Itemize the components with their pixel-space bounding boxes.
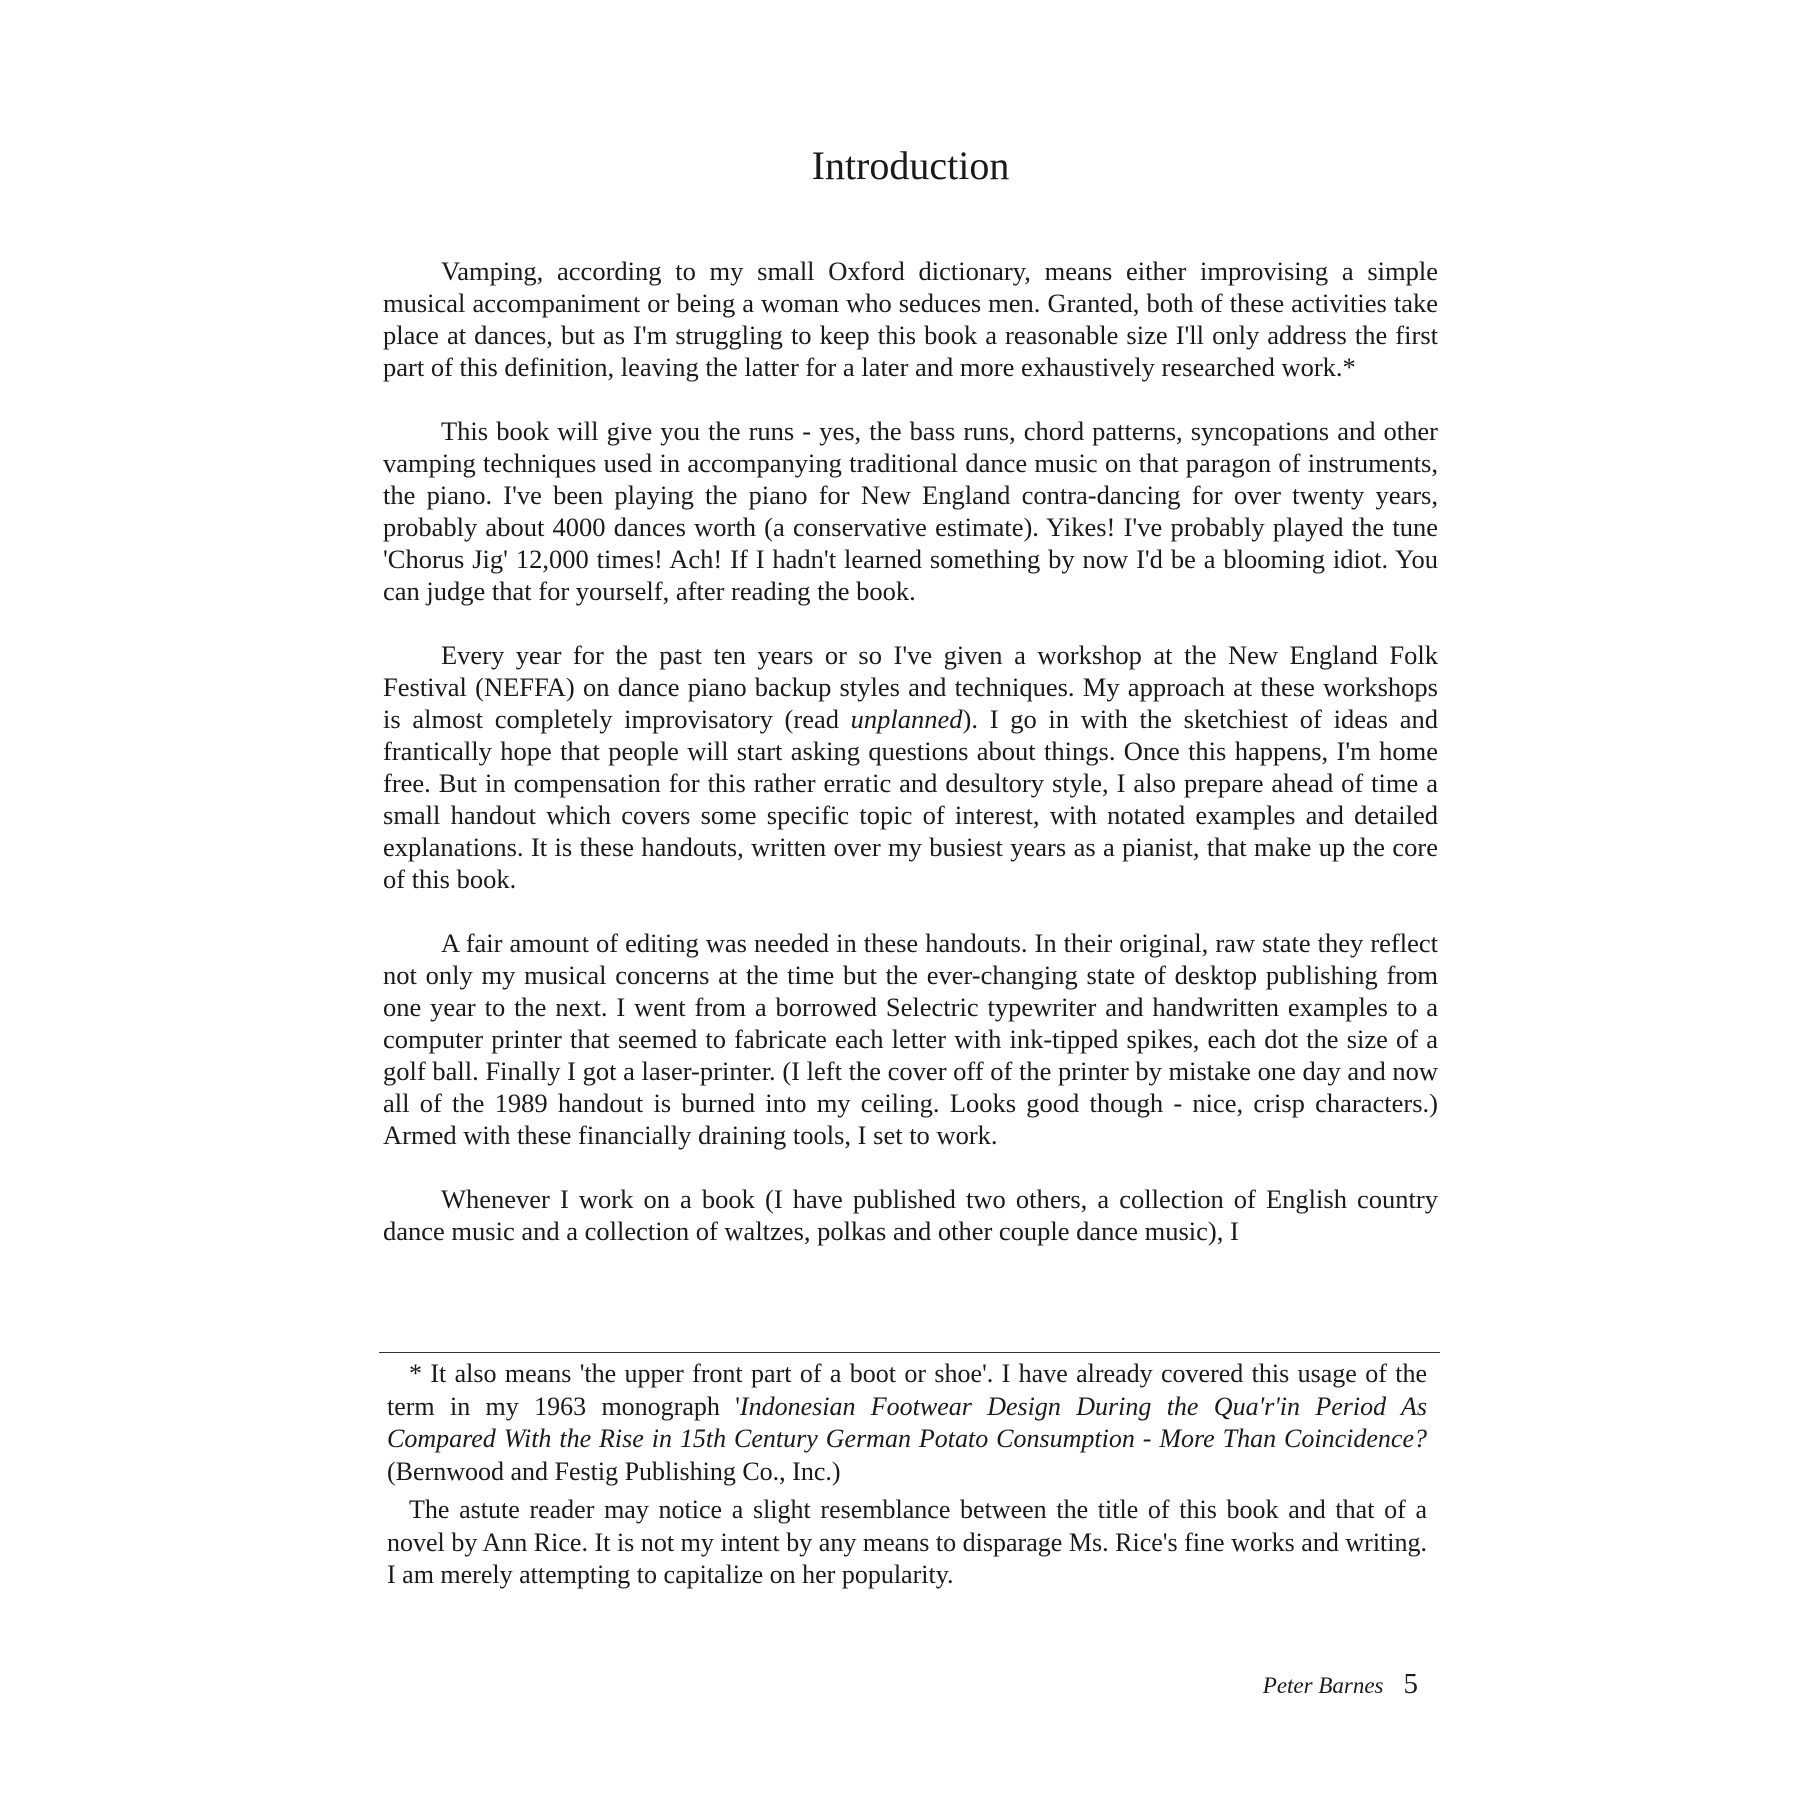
footnote-separator xyxy=(379,1352,1440,1353)
paragraph-2: This book will give you the runs - yes, the bass runs, chord patterns, syncopations and other vamping techniques used in accompanying traditional dance music on that paragon of instruments, the piano. I've been playing the piano for New England contra-dancing for over twenty years, probably about 4000 dances worth (a conservative estimate). Yikes! I've probably played the tune 'Chorus Jig' 12,000 times! Ach! If I hadn't learned something by now I'd be a blooming idiot. You can judge that for yourself, after reading the book. xyxy=(383,416,1438,606)
paragraph-5: Whenever I work on a book (I have published two others, a collection of English country dance music and a collection of waltzes, polkas and other couple dance music), I xyxy=(383,1184,1438,1246)
body-text xyxy=(383,255,1438,1279)
footnote-1-lead: * It also means 'the upper front part of a boot or shoe'. I have already covered this usage of the term in my 1963 monograph ' xyxy=(387,1359,1427,1421)
paragraph-1: Vamping, according to my small Oxford dictionary, means either improvising a simple musical accompaniment or being a woman who seduces men. Granted, both of these activities take place at dances, but as I'm struggling to keep this book a reasonable size I'll only address the first part of this definition, leaving the latter for a later and more exhaustively researched work.* xyxy=(383,256,1438,382)
page-footer xyxy=(1263,1668,1418,1701)
paragraph-3-part-1: Every year for the past ten years or so I've given a workshop at the New England Folk Festival (NEFFA) on dance piano backup styles and techniques. My approach at these workshops is almost completely improvisatory (read xyxy=(383,640,1438,734)
footnote-1-tail: (Bernwood and Festig Publishing Co., Inc.) xyxy=(387,1456,841,1486)
paragraph-4: A fair amount of editing was needed in these handouts. In their original, raw state they reflect not only my musical concerns at the time but the ever-changing state of desktop publishing from one year to the next. I went from a borrowed Selectric typewriter and handwritten examples to a computer printer that seemed to fabricate each letter with ink-tipped spikes, each dot the size of a golf ball. Finally I got a laser-printer. (I left the cover off of the printer by mistake one day and now all of the 1989 handout is burned into my ceiling. Looks good though - nice, crisp characters.) Armed with these financially draining tools, I set to work. xyxy=(383,928,1438,1150)
page-number: 5 xyxy=(1403,1668,1418,1700)
paragraph-3 xyxy=(383,639,1438,895)
page-title: Introduction xyxy=(811,143,1010,188)
paragraph-3-part-2: ). I go in with the sketchiest of ideas and frantically hope that people will start asking questions about things. Once this happens, I'm home free. But in compensation for this rather erratic and desultory style, I also prepare ahead of time a small handout which covers some specific topic of interest, with notated examples and detailed explanations. It is these handouts, written over my busiest years as a pianist, that make up the core of this book. xyxy=(383,704,1438,894)
footnote-2: The astute reader may notice a slight resemblance between the title of this book and that of a novel by Ann Rice. It is not my intent by any means to disparage Ms. Rice's fine works and writing. I am merely attempting to capitalize on her popularity. xyxy=(387,1495,1427,1589)
footnote-1-italic-title: Indonesian Footwear Design During the Qua'r'in Period As Compared With the Rise in 15th Century German Potato Consumption - More Than Coincidence? xyxy=(387,1391,1428,1453)
footnote-1 xyxy=(387,1358,1427,1488)
footnotes xyxy=(387,1358,1427,1598)
footer-author: Peter Barnes xyxy=(1262,1673,1384,1698)
paragraph-3-emphasis: unplanned xyxy=(850,704,963,734)
